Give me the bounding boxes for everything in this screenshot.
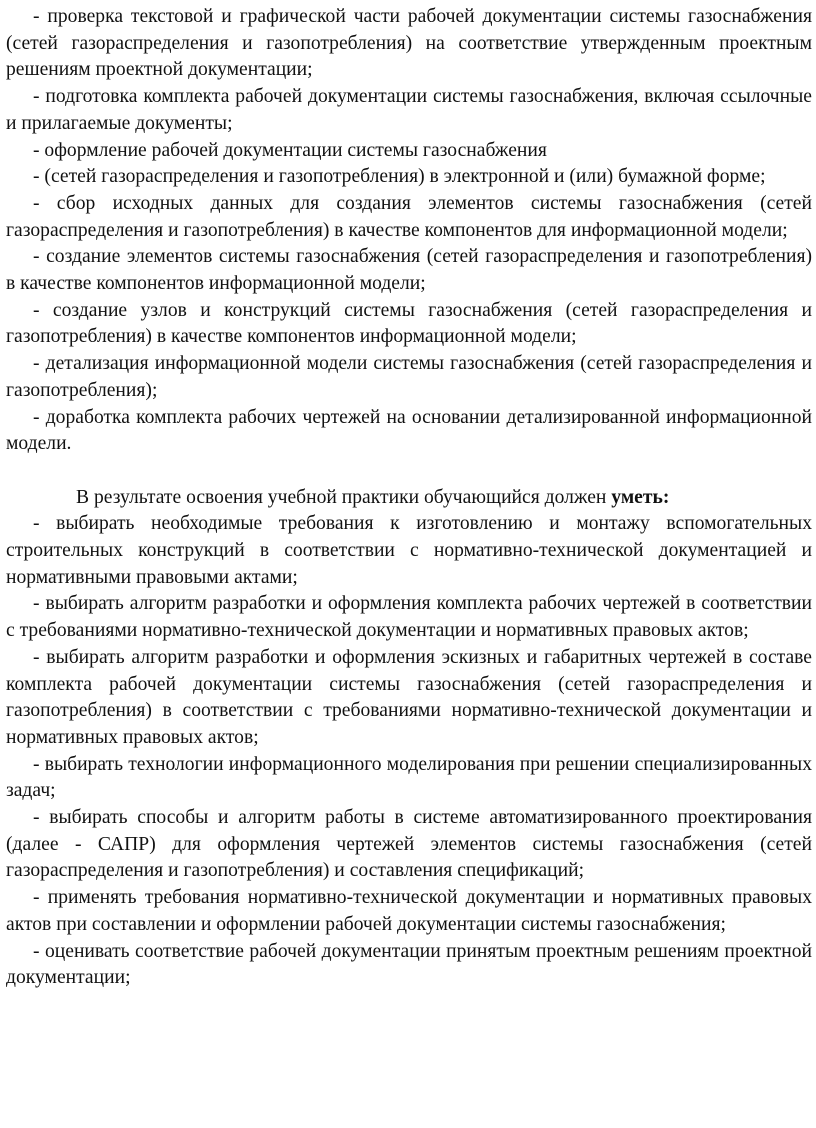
- list-item: - подготовка комплекта рабочей документации системы газоснабжения, включая ссылочные и прилагаемые документы;: [6, 86, 812, 134]
- skills-list: [6, 511, 812, 992]
- paragraph-spacer: [6, 458, 812, 485]
- list-item: - оценивать соответствие рабочей документации принятым проектным решениям проектной документации;: [6, 940, 812, 989]
- list-item: - (сетей газораспределения и газопотребления) в электронной и (или) бумажной форме;: [33, 166, 766, 188]
- list-item: - проверка текстовой и графической части рабочей документации системы газоснабжения (сетей газораспределения и газопотребления) на соответствие утвержденным проектным решениям проектной документации;: [6, 6, 812, 81]
- skills-heading-text: В результате освоения учебной практики обучающийся должен: [76, 486, 612, 508]
- list-item: - создание элементов системы газоснабжения (сетей газораспределения и газопотребления) в качестве компонентов информационной модели;: [6, 246, 812, 295]
- list-item: - доработка комплекта рабочих чертежей на основании детализированной информационной модели.: [6, 406, 812, 455]
- list-item: - выбирать способы и алгоритм работы в системе автоматизированного проектирования (далее - САПР) для оформления чертежей элементов системы газоснабжения (сетей газораспределения и газопотребления) и составления спецификаций;: [6, 807, 812, 882]
- list-item: - оформление рабочей документации системы газоснабжения: [33, 139, 547, 161]
- task-list: [6, 4, 812, 458]
- list-item: - выбирать технологии информационного моделирования при решении специализированных задач;: [6, 753, 812, 802]
- list-item: - применять требования нормативно-технической документации и нормативных правовых актов при составлении и оформлении рабочей документации системы газоснабжения;: [6, 887, 812, 935]
- skills-heading-bold: уметь:: [611, 486, 670, 508]
- list-item: - выбирать алгоритм разработки и оформления комплекта рабочих чертежей в соответствии с требованиями нормативно-технической документации и нормативных правовых актов;: [6, 593, 812, 642]
- list-item: - выбирать необходимые требования к изготовлению и монтажу вспомогательных строительных конструкций в соответствии с нормативно-технической документацией и нормативными правовыми актами;: [6, 513, 812, 588]
- skills-heading: [6, 485, 812, 512]
- list-item: - сбор исходных данных для создания элементов системы газоснабжения (сетей газораспределения и газопотребления) в качестве компонентов для информационной модели;: [6, 192, 812, 241]
- document-page: [6, 4, 812, 992]
- list-item: - детализация информационной модели системы газоснабжения (сетей газораспределения и газопотребления);: [6, 353, 812, 401]
- list-item: - создание узлов и конструкций системы газоснабжения (сетей газораспределения и газопотребления) в качестве компонентов информационной модели;: [6, 299, 812, 348]
- list-item: - выбирать алгоритм разработки и оформления эскизных и габаритных чертежей в составе комплекта рабочей документации системы газоснабжения (сетей газораспределения и газопотребления) в соответствии с требованиями нормативно-технической документации и нормативных правовых актов;: [6, 646, 812, 748]
